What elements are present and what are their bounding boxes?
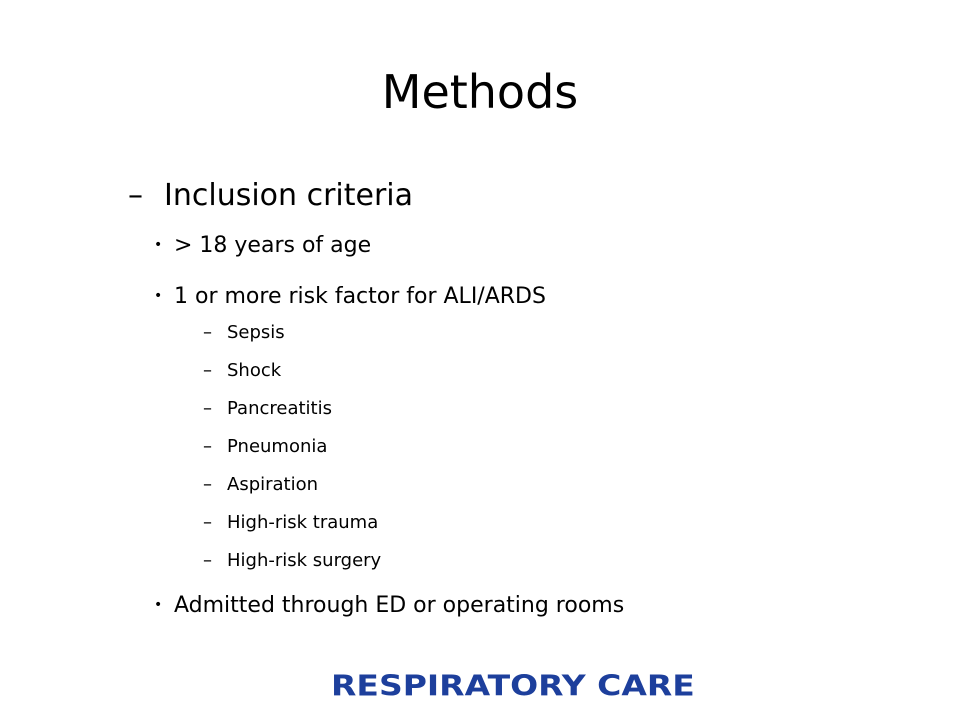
slide-title: Methods bbox=[381, 65, 579, 119]
risk-factor-text: Shock bbox=[227, 360, 282, 381]
dash-marker: – bbox=[203, 322, 212, 343]
bullet-marker: • bbox=[154, 288, 163, 304]
risk-factor-text: Aspiration bbox=[227, 474, 319, 495]
risk-factor-item bbox=[203, 549, 381, 573]
inclusion-criteria-heading bbox=[128, 176, 413, 216]
respiratory-care-logo: RESPIRATORY CARE bbox=[331, 669, 695, 703]
risk-factor-item bbox=[203, 359, 281, 383]
bullet-risk-factor bbox=[154, 281, 546, 312]
dash-marker: – bbox=[203, 474, 212, 495]
risk-factor-text: Pneumonia bbox=[227, 436, 328, 457]
inclusion-criteria-label: Inclusion criteria bbox=[164, 178, 414, 213]
bullet-age bbox=[154, 230, 371, 261]
risk-factor-text: Pancreatitis bbox=[227, 398, 332, 419]
risk-factor-text: High-risk surgery bbox=[227, 550, 382, 571]
dash-marker: – bbox=[203, 550, 212, 571]
dash-marker: – bbox=[203, 398, 212, 419]
risk-factor-item bbox=[203, 397, 332, 421]
bullet-admission bbox=[154, 590, 624, 621]
risk-factor-item bbox=[203, 511, 378, 535]
dash-marker: – bbox=[203, 512, 212, 533]
dash-marker: – bbox=[203, 360, 212, 381]
risk-factor-text: High-risk trauma bbox=[227, 512, 379, 533]
bullet-marker: • bbox=[154, 237, 163, 253]
risk-factor-text: Sepsis bbox=[227, 322, 285, 343]
dash-marker: – bbox=[203, 436, 212, 457]
bullet-text: > 18 years of age bbox=[174, 233, 372, 258]
risk-factor-item bbox=[203, 473, 318, 497]
bullet-text: Admitted through ED or operating rooms bbox=[174, 593, 625, 618]
bullet-text: 1 or more risk factor for ALI/ARDS bbox=[174, 284, 546, 309]
bullet-marker: • bbox=[154, 597, 163, 613]
risk-factor-item bbox=[203, 321, 285, 345]
dash-marker: – bbox=[128, 178, 143, 213]
risk-factor-item bbox=[203, 435, 327, 459]
